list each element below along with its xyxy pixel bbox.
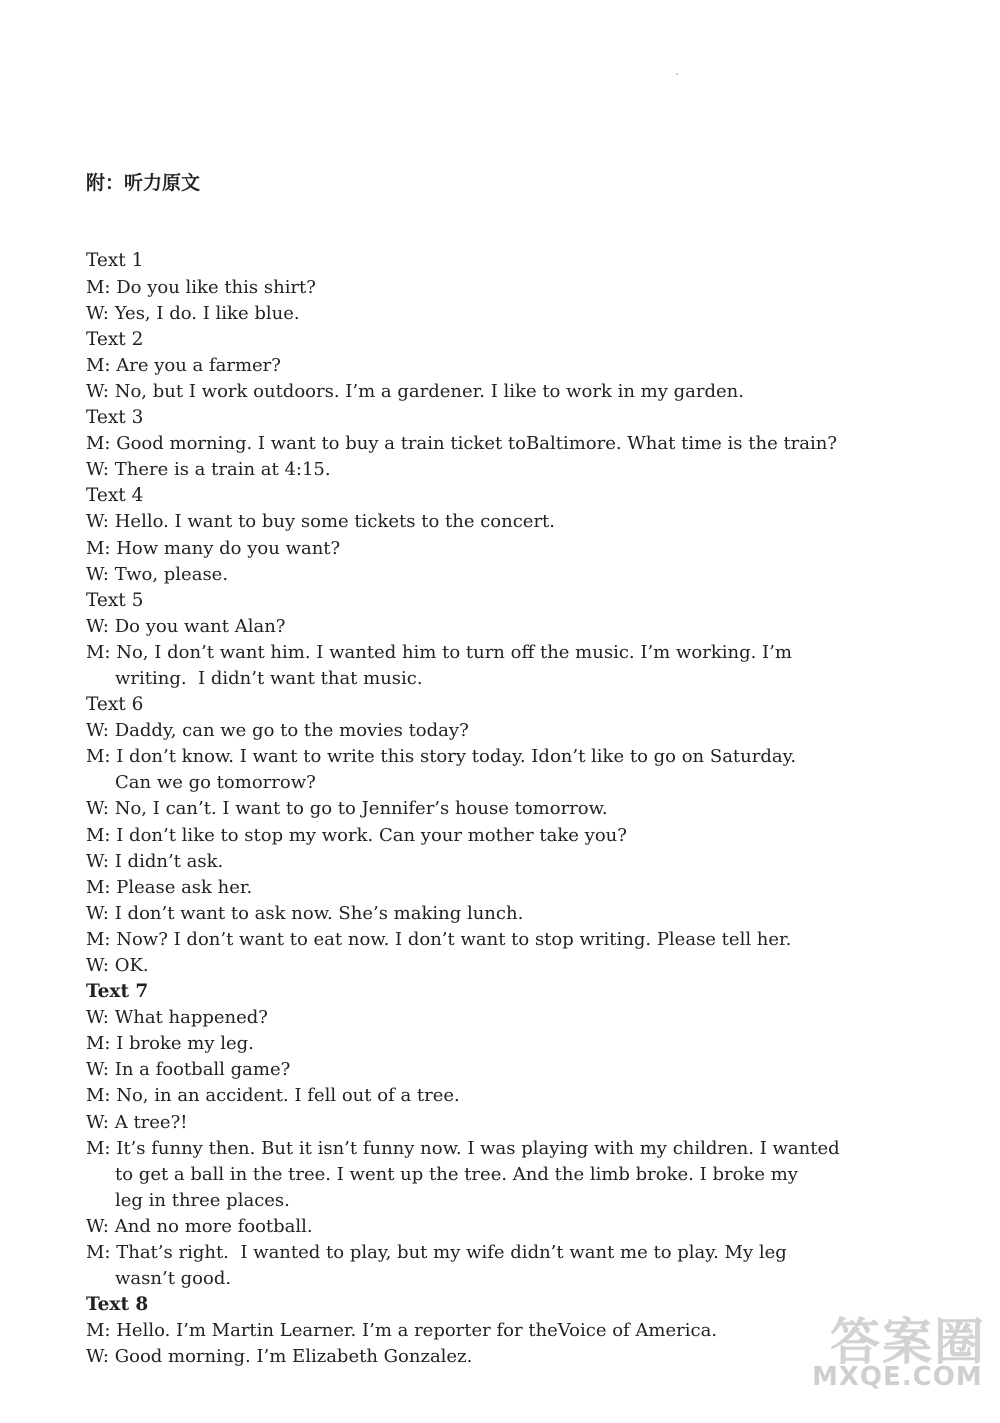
dialogue-line: W: Two, please. bbox=[86, 563, 229, 585]
dialogue-line: W: Hello. I want to buy some tickets to the concert. bbox=[86, 511, 556, 533]
dialogue-line: W: OK. bbox=[86, 955, 149, 976]
section-label: Text 2 bbox=[86, 328, 144, 350]
dialogue-line: W: A tree?! bbox=[86, 1111, 188, 1133]
dialogue-line: W: Yes, I do. I like blue. bbox=[86, 302, 300, 324]
watermark-site: MXQE.COM bbox=[812, 1362, 983, 1392]
section-label: Text 7 bbox=[86, 981, 149, 1003]
dialogue-line: M: That’s right. I wanted to play, but my wife didn’t want me to play. My leg bbox=[86, 1242, 787, 1264]
section-label: Text 4 bbox=[86, 485, 144, 507]
section-label: Text 5 bbox=[86, 589, 144, 611]
dialogue-line: W: There is a train at 4:15. bbox=[86, 459, 331, 481]
dialogue-line: W: I don’t want to ask now. She’s making lunch. bbox=[86, 902, 524, 924]
dialogue-line: W: Good morning. I’m Elizabeth Gonzalez. bbox=[86, 1346, 473, 1368]
dialogue-continuation: Can we go tomorrow? bbox=[115, 772, 316, 794]
dialogue-line: M: Hello. I’m Martin Learner. I’m a reporter for theVoice of America. bbox=[86, 1320, 718, 1342]
watermark bbox=[812, 1298, 992, 1408]
dialogue-line: M: No, in an accident. I fell out of a tree. bbox=[86, 1085, 460, 1107]
dialogue-line: W: In a football game? bbox=[86, 1059, 291, 1081]
dialogue-line: M: Please ask her. bbox=[86, 876, 253, 898]
dialogue-line: W: No, I can’t. I want to go to Jennifer’s house tomorrow. bbox=[86, 798, 608, 820]
scan-speck bbox=[676, 73, 678, 75]
dialogue-continuation: to get a ball in the tree. I went up the tree. And the limb broke. I broke my bbox=[115, 1163, 798, 1185]
dialogue-line: M: Good morning. I want to buy a train ticket toBaltimore. What time is the train? bbox=[86, 433, 838, 455]
transcript-lines bbox=[86, 248, 946, 1370]
dialogue-line: W: And no more football. bbox=[86, 1215, 313, 1237]
dialogue-line: M: I don’t like to stop my work. Can your mother take you? bbox=[86, 824, 627, 846]
dialogue-continuation: leg in three places. bbox=[115, 1189, 290, 1211]
section-label: Text 6 bbox=[86, 694, 144, 716]
dialogue-line: M: Are you a farmer? bbox=[86, 354, 281, 376]
dialogue-line: M: No, I don’t want him. I wanted him to turn off the music. I’m working. I’m bbox=[86, 641, 792, 663]
watermark-logo: 答案圈 bbox=[830, 1313, 986, 1371]
dialogue-line: M: I don’t know. I want to write this story today. Idon’t like to go on Saturday. bbox=[86, 746, 797, 768]
dialogue-line: M: Do you like this shirt? bbox=[86, 276, 316, 298]
dialogue-line: M: It’s funny then. But it isn’t funny now. I was playing with my children. I wanted bbox=[86, 1137, 840, 1159]
dialogue-line: W: No, but I work outdoors. I’m a gardener. I like to work in my garden. bbox=[86, 380, 744, 402]
section-label: Text 3 bbox=[86, 407, 144, 429]
dialogue-line: M: I broke my leg. bbox=[86, 1033, 254, 1055]
dialogue-line: M: Now? I don’t want to eat now. I don’t want to stop writing. Please tell her. bbox=[86, 928, 792, 950]
dialogue-line: W: Do you want Alan? bbox=[86, 615, 286, 637]
dialogue-line: W: What happened? bbox=[86, 1007, 268, 1029]
transcript-body bbox=[86, 118, 946, 1423]
page-heading: 附：听力原文 bbox=[86, 172, 201, 195]
dialogue-line: W: Daddy, can we go to the movies today? bbox=[86, 720, 469, 742]
dialogue-line: W: I didn’t ask. bbox=[86, 850, 224, 872]
dialogue-continuation: wasn’t good. bbox=[115, 1268, 232, 1290]
dialogue-continuation: writing. I didn’t want that music. bbox=[115, 667, 423, 689]
dialogue-line: M: How many do you want? bbox=[86, 537, 341, 559]
section-label: Text 1 bbox=[86, 250, 144, 272]
section-label: Text 8 bbox=[86, 1294, 149, 1316]
